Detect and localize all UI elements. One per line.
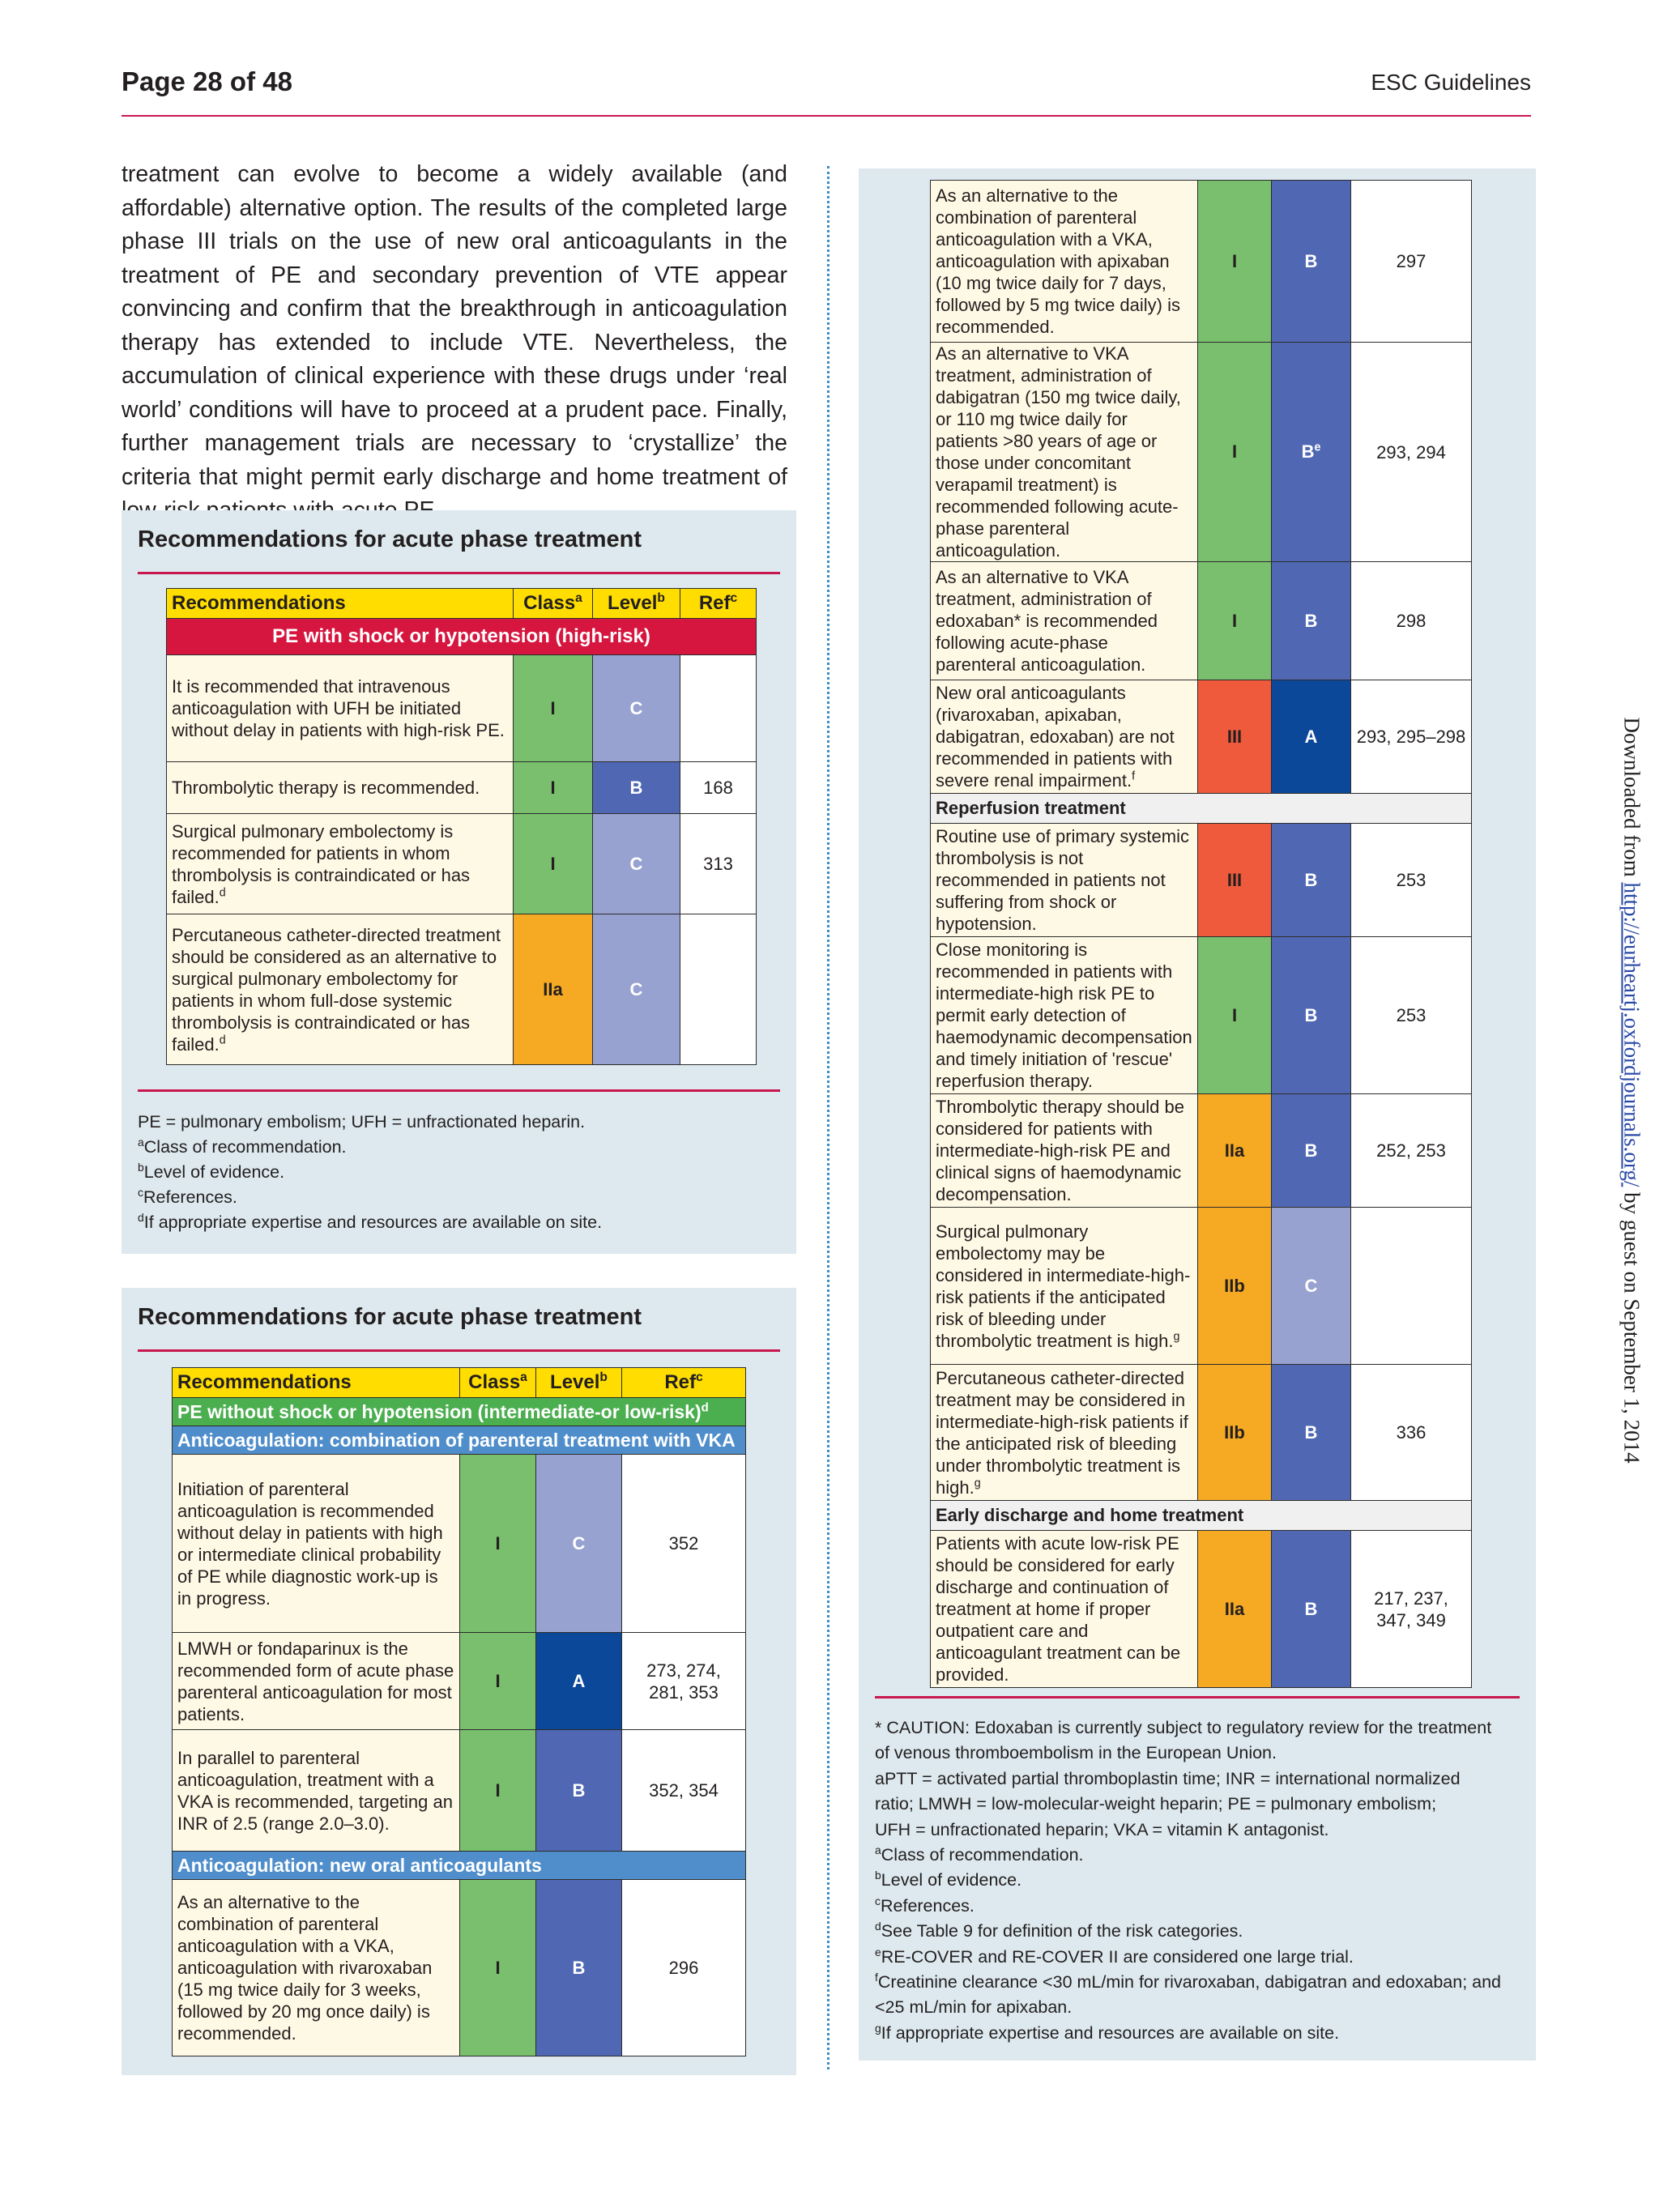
ref-cell: 252, 253	[1351, 1094, 1472, 1208]
table-row	[167, 914, 757, 1065]
class-cell: IIa	[1198, 1531, 1272, 1688]
left-column	[122, 158, 794, 528]
recommendation-text: It is recommended that intravenous anticoagulation with UFH be initiated without delay in patients with high-risk PE.	[167, 655, 514, 762]
col-header-level: Level$^b$	[593, 589, 680, 619]
class-cell: I	[1198, 343, 1272, 562]
col-header-class: Class$^a$	[460, 1368, 536, 1398]
col-header-recommendations: Recommendations	[167, 589, 514, 619]
table-row	[931, 824, 1472, 937]
recommendation-text: Routine use of primary systemic thrombolysis is not recommended in patients not suffering from shock or hypotension.	[931, 824, 1198, 937]
class-cell: III	[1198, 680, 1272, 794]
class-cell: I	[514, 655, 593, 762]
level-cell: B	[536, 1730, 622, 1852]
ref-cell: 352, 354	[622, 1730, 746, 1852]
column-separator	[827, 166, 830, 2069]
table-row	[173, 1633, 746, 1730]
level-cell: $B^e$	[1272, 343, 1351, 562]
col-header-class: Class$^a$	[514, 589, 593, 619]
level-cell: B	[536, 1880, 622, 2056]
download-notice	[1615, 717, 1648, 1464]
level-cell: B	[1272, 562, 1351, 680]
footnotes	[875, 1715, 1520, 2046]
footnote: PE = pulmonary embolism; UFH = unfractionated heparin.	[138, 1112, 586, 1132]
recommendation-text: Initiation of parenteral anticoagulation is recommended without delay in patients with high or intermediate clinical probability of PE while diagnostic work-up is in progress.	[173, 1455, 460, 1633]
table-header-row	[173, 1368, 746, 1398]
footnote: * CAUTION: Edoxaban is currently subject to regulatory review for the treatment	[875, 1718, 1492, 1737]
ref-cell: 336	[1351, 1365, 1472, 1501]
box-title: Recommendations for acute phase treatment	[138, 526, 642, 552]
ref-cell: 293, 294	[1351, 343, 1472, 562]
ref-cell: 253	[1351, 824, 1472, 937]
level-cell: B	[1272, 937, 1351, 1094]
footnote: $^d$If appropriate expertise and resources are available on site.	[138, 1210, 603, 1232]
class-cell: I	[460, 1633, 536, 1730]
ref-cell	[680, 655, 757, 762]
download-notice-text: Downloaded from http://eurheartj.oxfordjournals.org/ by guest on September 1, 2014	[1619, 717, 1644, 1464]
level-cell: C	[593, 814, 680, 914]
class-cell: I	[514, 762, 593, 814]
col-header-ref: Ref$^c$	[680, 589, 757, 619]
recommendation-text: Patients with acute low-risk PE should be considered for early discharge and continuation of treatment at home if proper outpatient care and anticoagulant treatment can be provided.	[931, 1531, 1198, 1688]
footnote: $^a$Class of recommendation.	[875, 1843, 1084, 1865]
level-cell: B	[1272, 1094, 1351, 1208]
table-header-row	[167, 589, 757, 619]
table-row	[931, 1531, 1472, 1688]
level-cell: B	[1272, 824, 1351, 937]
footnote: aPTT = activated partial thromboplastin time; INR = international normalized	[875, 1768, 1461, 1788]
table-row	[931, 680, 1472, 794]
footnote: UFH = unfractionated heparin; VKA = vitamin K antagonist.	[875, 1819, 1329, 1839]
table-row	[931, 1365, 1472, 1501]
class-cell: I	[1198, 181, 1272, 343]
class-cell: I	[1198, 562, 1272, 680]
box-rule-top	[138, 1349, 780, 1352]
level-cell: C	[536, 1455, 622, 1633]
ref-cell: 293, 295–298	[1351, 680, 1472, 794]
recommendation-text: In parallel to parenteral anticoagulation, treatment with a VKA is recommended, targeting an INR of 2.5 (range 2.0–3.0).	[173, 1730, 460, 1852]
ref-cell: 217, 237, 347, 349	[1351, 1531, 1472, 1688]
page-number: Page 28 of 48	[122, 66, 292, 96]
download-link[interactable]: http://eurheartj.oxfordjournals.org/	[1619, 882, 1644, 1187]
table-row	[173, 1880, 746, 2056]
recommendation-text: Surgical pulmonary embolectomy is recommended for patients in whom thrombolysis is contraindicated or has failed.$^d$	[167, 814, 514, 914]
subsection-header: Anticoagulation: new oral anticoagulants	[173, 1852, 746, 1880]
level-cell: B	[1272, 1365, 1351, 1501]
ref-cell: 297	[1351, 181, 1472, 343]
recommendation-text: LMWH or fondaparinux is the recommended form of acute phase parenteral anticoagulation for most patients.	[173, 1633, 460, 1730]
class-cell: IIb	[1198, 1208, 1272, 1365]
recommendation-text: Percutaneous catheter-directed treatment may be considered in intermediate-high-risk patients if the anticipated risk of bleeding under thrombolytic treatment is high.$^g$	[931, 1365, 1198, 1501]
ref-cell: 253	[1351, 937, 1472, 1094]
ref-cell: 273, 274, 281, 353	[622, 1633, 746, 1730]
table-row	[931, 1208, 1472, 1365]
footnote: of venous thromboembolism in the European Union.	[875, 1743, 1277, 1763]
table-row	[173, 1730, 746, 1852]
class-cell: I	[460, 1880, 536, 2056]
recommendation-text: Surgical pulmonary embolectomy may be considered in intermediate-high-risk patients if the anticipated risk of bleeding under thrombolytic treatment is high.$^g$	[931, 1208, 1198, 1365]
footnotes	[138, 1110, 780, 1235]
ref-cell: 296	[622, 1880, 746, 2056]
recommendations-box-intermediate-risk	[122, 1288, 796, 2075]
class-cell: IIa	[1198, 1094, 1272, 1208]
ref-cell: 313	[680, 814, 757, 914]
table-row	[931, 937, 1472, 1094]
table-row	[931, 562, 1472, 680]
ref-cell: 298	[1351, 562, 1472, 680]
class-cell: I	[514, 814, 593, 914]
box-title: Recommendations for acute phase treatment	[138, 1304, 642, 1330]
recommendations-table	[166, 588, 757, 1065]
col-header-recommendations: Recommendations	[173, 1368, 460, 1398]
footnote: $^b$Level of evidence.	[875, 1869, 1022, 1890]
class-cell: I	[1198, 937, 1272, 1094]
recommendation-text: New oral anticoagulants (rivaroxaban, apixaban, dabigatran, edoxaban) are not recommended in patients with severe renal impairment.$^f$	[931, 680, 1198, 794]
recommendations-box-high-risk	[122, 510, 796, 1254]
recommendation-text: As an alternative to VKA treatment, administration of edoxaban* is recommended following acute-phase parenteral anticoagulation.	[931, 562, 1198, 680]
class-cell: I	[460, 1730, 536, 1852]
ref-cell: 168	[680, 762, 757, 814]
footnote: $^e$RE-COVER and RE-COVER II are considered one large trial.	[875, 1945, 1354, 1967]
footnote: $^f$Creatinine clearance <30 mL/min for rivaroxaban, dabigatran and edoxaban; and	[875, 1970, 1502, 1993]
subsection-header: Anticoagulation: combination of parenteral treatment with VKA	[173, 1426, 746, 1455]
recommendation-text: Close monitoring is recommended in patients with intermediate-high risk PE to permit early detection of haemodynamic decompensation and timely initiation of 'rescue' reperfusion therapy.	[931, 937, 1198, 1094]
table-row	[167, 762, 757, 814]
ref-cell: 352	[622, 1455, 746, 1633]
level-cell: B	[1272, 181, 1351, 343]
recommendation-text: Thrombolytic therapy should be considered for patients with intermediate-high-risk PE and clinical signs of haemodynamic decompensation.	[931, 1094, 1198, 1208]
footnote: $^a$Class of recommendation.	[138, 1135, 347, 1157]
intro-paragraph: treatment can evolve to become a widely available (and affordable) alternative option. The results of the completed large phase III trials on the use of new oral anticoagulants in the treatment of PE and secondary prevention of VTE appear convincing and confirm that the breakthrough in anticoagulation therapy has extended to include VTE. Nevertheless, the accumulation of clinical experience with these drugs under ‘real world’ conditions will have to proceed at a prudent pace. Finally, further management trials are necessary to ‘crystallize’ the criteria that might permit early discharge and home treatment of	[122, 161, 787, 490]
table-row	[931, 1094, 1472, 1208]
recommendations-table	[172, 1367, 746, 2056]
recommendation-text: Percutaneous catheter-directed treatment should be considered as an alternative to surgical pulmonary embolectomy for patients in whom full-dose systemic thrombolysis is contraindicated or has failed.$^d$	[167, 914, 514, 1065]
class-cell: III	[1198, 824, 1272, 937]
recommendation-text: As an alternative to VKA treatment, administration of dabigatran (150 mg twice daily, or 110 mg twice daily for patients >80 years of age or those under concomitant verapamil treatment) is recommended following acute-phase parenteral anticoagulation.	[931, 343, 1198, 562]
recommendation-text: As an alternative to the combination of parenteral anticoagulation with a VKA, anticoagulation with apixaban (10 mg twice daily for 7 days, followed by 5 mg twice daily) is recommended.	[931, 181, 1198, 343]
subsection-header: Reperfusion treatment	[931, 794, 1472, 824]
class-cell: IIb	[1198, 1365, 1272, 1501]
footnote: $^c$References.	[875, 1894, 975, 1916]
footnote: <25 mL/min for apixaban.	[875, 1997, 1073, 2018]
class-cell: I	[460, 1455, 536, 1633]
table-row	[167, 655, 757, 762]
footnote: $^g$If appropriate expertise and resources are available on site.	[875, 2021, 1340, 2043]
level-cell: C	[593, 655, 680, 762]
subsection-header: Early discharge and home treatment	[931, 1501, 1472, 1531]
table-row	[931, 343, 1472, 562]
recommendation-text: As an alternative to the combination of parenteral anticoagulation with a VKA, anticoagulation with rivaroxaban (15 mg twice daily for 3 weeks, followed by 20 mg once daily) is recommended.	[173, 1880, 460, 2056]
footnote: $^b$Level of evidence.	[138, 1160, 285, 1182]
footnote: $^d$See Table 9 for definition of the risk categories.	[875, 1920, 1243, 1941]
footnote: $^c$References.	[138, 1185, 237, 1207]
ref-cell	[1351, 1208, 1472, 1365]
level-cell: B	[1272, 1531, 1351, 1688]
box-rule-bottom	[875, 1696, 1520, 1698]
section-header: PE with shock or hypotension (high-risk)	[167, 619, 757, 655]
table-row	[167, 814, 757, 914]
level-cell: A	[1272, 680, 1351, 794]
level-cell: A	[536, 1633, 622, 1730]
table-row	[173, 1455, 746, 1633]
table-row	[931, 181, 1472, 343]
recommendations-table-continued	[930, 180, 1472, 1688]
class-cell: IIa	[514, 914, 593, 1065]
box-rule-bottom	[138, 1089, 780, 1092]
page-header	[122, 63, 1531, 117]
col-header-level: Level$^b$	[536, 1368, 622, 1398]
recommendation-text: Thrombolytic therapy is recommended.	[167, 762, 514, 814]
ref-cell	[680, 914, 757, 1065]
level-cell: C	[593, 914, 680, 1065]
level-cell: C	[1272, 1208, 1351, 1365]
col-header-ref: Ref$^c$	[622, 1368, 746, 1398]
section-header: PE without shock or hypotension (intermediate-or low-risk)$^d$	[173, 1398, 746, 1426]
recommendations-box-continued	[859, 168, 1536, 2061]
journal-name: ESC Guidelines	[1371, 70, 1531, 95]
box-rule-top	[138, 572, 780, 574]
level-cell: B	[593, 762, 680, 814]
footnote: ratio; LMWH = low-molecular-weight heparin; PE = pulmonary embolism;	[875, 1794, 1437, 1814]
